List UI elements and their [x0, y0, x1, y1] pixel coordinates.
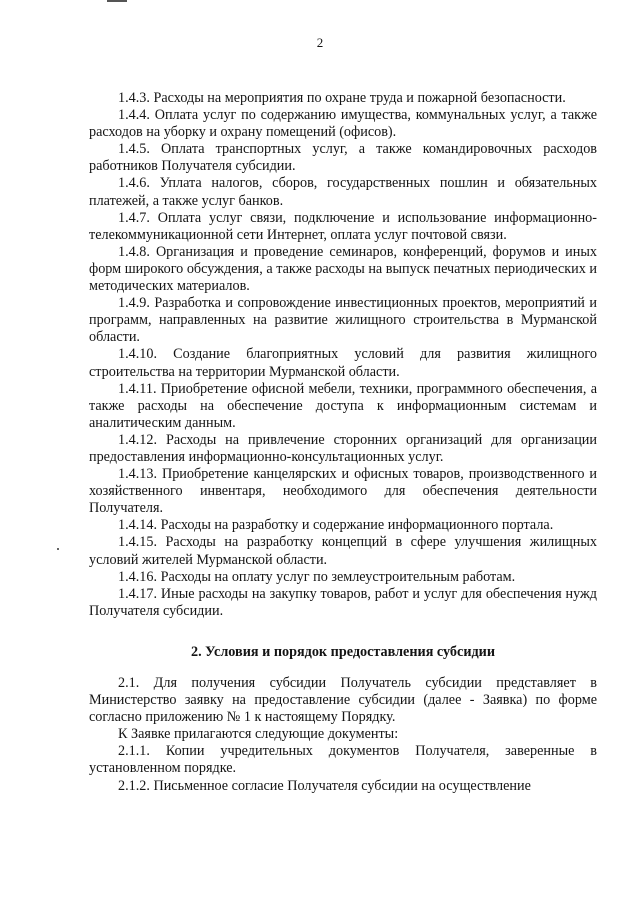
list-item: 1.4.12. Расходы на привлечение сторонних организаций для организации предоставления информационно-консультационных услуг.: [89, 431, 597, 465]
list-item: 1.4.11. Приобретение офисной мебели, техники, программного обеспечения, а также расходы на обеспечение доступа к информационным системам и аналитическим данным.: [89, 380, 597, 431]
scan-dot: [57, 548, 59, 550]
list-item: 1.4.16. Расходы на оплату услуг по землеустроительным работам.: [118, 568, 516, 585]
section-paragraph: 2.1. Для получения субсидии Получатель субсидии представляет в Министерство заявку на предоставление субсидии (далее - Заявка) по форме согласно приложению № 1 к настоящему Порядку.: [89, 675, 597, 726]
list-item: 1.4.9. Разработка и сопровождение инвестиционных проектов, мероприятий и программ, направленных на развитие жилищного строительства в Мурманской области.: [89, 295, 597, 346]
list-item: 1.4.14. Расходы на разработку и содержание информационного портала.: [118, 517, 554, 534]
list-item: 1.4.15. Расходы на разработку концепций в сфере улучшения жилищных условий жителей Мурманской области.: [89, 534, 597, 568]
list-item: 1.4.6. Уплата налогов, сборов, государственных пошлин и обязательных платежей, а также услуг банков.: [89, 175, 597, 209]
page-number: 2: [316, 35, 324, 50]
section-paragraph: 2.1.2. Письменное согласие Получателя субсидии на осуществление: [118, 777, 531, 794]
list-item: 1.4.13. Приобретение канцелярских и офисных товаров, производственного и хозяйственного инвентаря, необходимого для обеспечения деятельности Получателя.: [89, 466, 597, 517]
list-item: 1.4.10. Создание благоприятных условий для развития жилищного строительства на территории Мурманской области.: [89, 346, 597, 380]
list-item: 1.4.4. Оплата услуг по содержанию имущества, коммунальных услуг, а также расходов на уборку и охрану помещений (офисов).: [89, 107, 597, 141]
list-item: 1.4.7. Оплата услуг связи, подключение и использование информационно-телекоммуникационной сети Интернет, оплата услуг почтовой связи.: [89, 209, 597, 243]
scan-mark: [107, 0, 127, 2]
section-heading: 2. Условия и порядок предоставления субсидии: [190, 643, 496, 660]
document-body: [89, 90, 597, 795]
section-paragraph: К Заявке прилагаются следующие документы:: [118, 726, 399, 743]
section-paragraph: 2.1.1. Копии учредительных документов Получателя, заверенные в установленном порядке.: [89, 743, 597, 777]
list-item: 1.4.8. Организация и проведение семинаров, конференций, форумов и иных форм широкого обсуждения, а также расходы на выпуск печатных периодических и методических материалов.: [89, 243, 597, 295]
list-item: 1.4.5. Оплата транспортных услуг, а также командировочных расходов работников Получателя субсидии.: [89, 141, 597, 175]
list-item: 1.4.17. Иные расходы на закупку товаров, работ и услуг для обеспечения нужд Получателя субсидии.: [89, 585, 597, 619]
list-item: 1.4.3. Расходы на мероприятия по охране труда и пожарной безопасности.: [118, 90, 566, 106]
